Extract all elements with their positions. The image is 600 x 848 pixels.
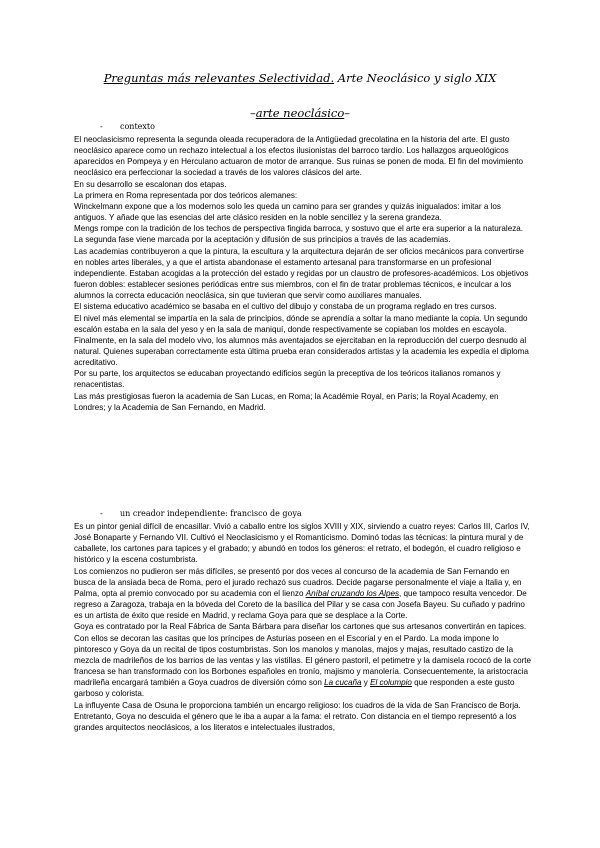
artwork-title: El columpio (370, 678, 412, 688)
title-underlined: Preguntas más relevantes Selectividad. (103, 71, 335, 85)
paragraph: El neoclasicismo representa la segunda oleada recuperadora de la Antigüedad grecolatina en la historia del arte. El gusto neoclásico aparece como un rechazo intelectual a los efectos ilusionistas del barroco tardío. Los hallazgos arqueológicos aparecidos en Pompeya y en Herculano actuaron de motor de arranque. Sus ruinas se ponen de moda. El fin del movimiento neoclásico era perfeccionar la sociedad a través de los valores clásicos del arte. (74, 135, 524, 178)
section-contexto-body (74, 134, 532, 413)
page-title (0, 71, 600, 85)
artwork-title: La cucaña (324, 678, 362, 688)
bullet-contexto (100, 122, 155, 131)
section-goya-body (74, 521, 532, 733)
paragraph (74, 566, 532, 622)
paragraph: Winckelmann expone que a los modernos solo les queda un camino para ser grandes y quizás inigualados: imitar a los antiguos. Y añade que las esencias del arte clásico residen en la noble sencillez y la serena grandeza. (74, 201, 501, 223)
paragraph: Las más prestigiosas fueron la academia de San Lucas, en Roma; la Académie Royal, en París; la Royal Academy, en Londres; y la Academia de San Fernando, en Madrid. (74, 391, 499, 412)
text-run: que responden a este gusto garboso y colorista. (74, 678, 515, 699)
paragraph: El nivel más elemental se impartía en la sala de principios, dónde se aprendía a soltar la mano mediante la copia. Un segundo escalón estaba en la sala del yeso y en la sala de maniquí, donde respectivamente se copiaban los moldes en escayola. Finalmente, en la sala del modelo vivo, los alumnos más aventajados se ejercitaban en la reproducción del cuerpo desnudo al natural. Quienes superaban correctamente esta última prueba eran considerados artistas y la academia les expedía el diploma acreditativo. (74, 313, 529, 368)
bullet-dash: - (100, 122, 103, 131)
text-run: Goya es contratado por la Real Fábrica de Santa Bárbara para diseñar los cartones que sus artesanos convertirán en tapices. Con ellos se decoran las casitas que los príncipes de Asturias poseen en el Escorial y en el Pardo. La moda impone lo pintoresco y Goya da un recital de tipos costumbristas. Son los manolos y manolas, majos y majas, resultado castizo de la mezcla de madrileños de los barrios de las ventas y las vistillas. El género pastoril, el petimetre y la damisela rococó de la corte francesa se han transformado con los Borbones españoles en tronío, majismo y manolería. Consecuentemente, la aristocracia madrileña encargará también a Goya cuadros de diversión cómo son (74, 622, 532, 688)
paragraph: La influyente Casa de Osuna le proporciona también un encargo religioso: los cuadros de la vida de San Francisco de Borja. Entretanto, Goya no descuida el género que le iba a aupar a la fama: el retrato. Con distancia en el tiempo representó a los grandes arquitectos neoclásicos, a los literatos e intelectuales ilustrados, (74, 700, 521, 732)
paragraph: En su desarrollo se escalonan dos etapas. (74, 179, 227, 189)
bullet-label: contexto (120, 122, 155, 131)
artwork-title: Aníbal cruzando los Alpes (305, 588, 400, 598)
section-heading (0, 106, 600, 120)
paragraph: La segunda fase viene marcada por la aceptación y difusión de sus principios a través de las academias. (74, 235, 451, 245)
paragraph: Es un pintor genial difícil de encasillar. Vivió a caballo entre los siglos XVIII y XIX, sirviendo a cuatro reyes: Carlos III, Carlos IV, José Bonaparte y Fernando VII. Cultivó el Neoclasicismo y el Romanticismo. Dominó todas las técnicas: la pintura mural y de caballete, los cartones para tapices y el grabado; y abundó en todos los géneros: el retrato, el bodegón, el cuadro religioso e histórico y la escena costumbrista. (74, 522, 530, 565)
bullet-goya (100, 509, 302, 518)
paragraph: Las academias contribuyeron a que la pintura, la escultura y la arquitectura dejarán de ser oficios mecánicos para convertirse en nobles artes liberales, y a que el artista abandonase el estamento artesanal para transformarse en un profesional independiente. Estaban acogidas a la protección del estado y regidas por un claustro de profesores-académicos. Los objetivos fueron dobles: establecer sesiones periódicas entre sus miembros, con el fin de tratar problemas técnicos, e inculcar a los alumnos la correcta educación neoclásica, sin que tuvieran que servir como auxiliares manuales. (74, 246, 529, 301)
bullet-label: un creador independiente: francisco de goya (120, 509, 302, 518)
title-rest: Arte Neoclásico y siglo XIX (334, 71, 497, 85)
heading-text: arte neoclásico (255, 106, 345, 120)
bullet-dash: - (100, 509, 103, 518)
text-run: , que tampoco resulta vencedor. De regreso a Zaragoza, trabaja en la bóveda del Coreto de la basílica del Pilar y se casa con Josefa Bayeu. Su cuñado y padrino es un artista de éxito que reside en Madrid, y reclama Goya para que se desplace a la Corte. (74, 588, 527, 621)
paragraph: La primera en Roma representada por dos teóricos alemanes: (74, 190, 298, 200)
paragraph (74, 621, 532, 699)
heading-prefix: – (250, 106, 256, 120)
paragraph: Por su parte, los arquitectos se educaban proyectando edificios según la preceptiva de los teóricos italianos romanos y renacentistas. (74, 369, 501, 390)
text-run: Los comienzos no pudieron ser más difíciles, se presentó por dos veces al concurso de la academia de San Fernando en busca de la ansiada beca de Roma, pero el jurado rechazó sus cuadros. Decide pagarse personalmente el viaje a Italia y, en Palma, opta al premio convocado por su academia con el lienzo (74, 566, 522, 598)
heading-suffix: – (344, 106, 350, 120)
text-run: y (361, 678, 371, 688)
paragraph: El sistema educativo académico se basaba en el cultivo del dibujo y constaba de un programa reglado en tres cursos. (74, 302, 497, 312)
paragraph: Mengs rompe con la tradición de los techos de perspectiva fingida barroca, y sostuvo que el arte era superior a la naturaleza. (74, 224, 524, 234)
